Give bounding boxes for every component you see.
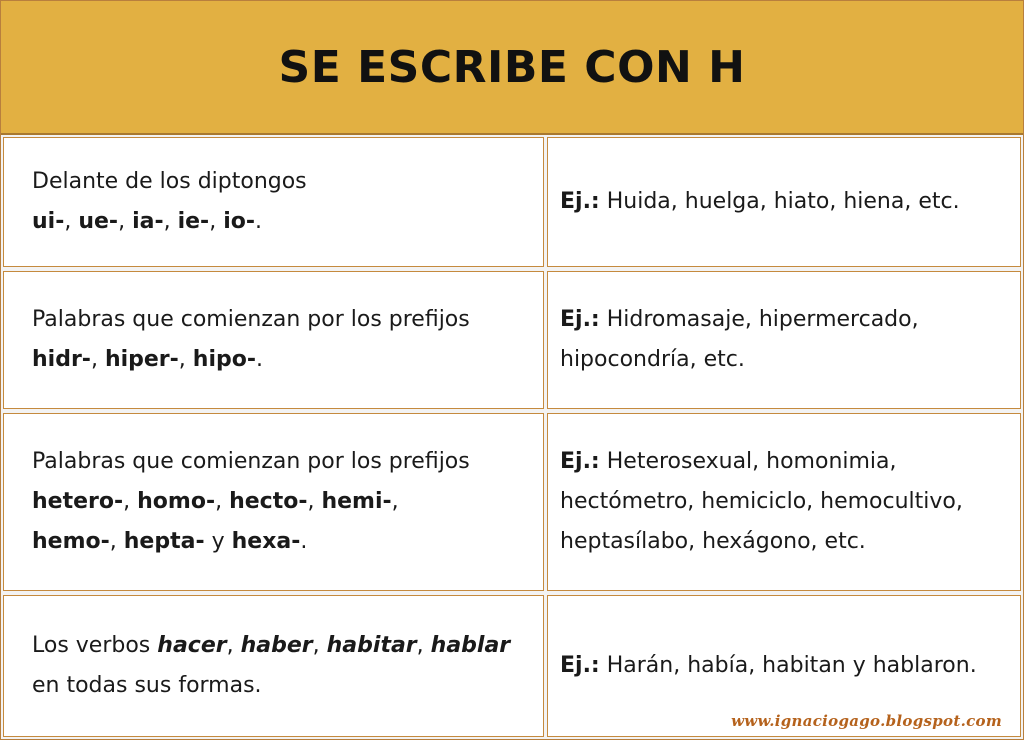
watermark: www.ignaciogago.blogspot.com xyxy=(731,712,1002,730)
rule-cell-diptongos xyxy=(3,137,544,267)
example-cell-prefijos-hetero xyxy=(547,413,1021,591)
example-text: Ej.: Harán, había, habitan y hablaron. xyxy=(560,653,977,678)
rule-cell-verbos xyxy=(3,595,544,737)
page-title: SE ESCRIBE CON H xyxy=(278,41,746,93)
example-text-cont: hectómetro, hemiciclo, hemocultivo, xyxy=(560,489,963,514)
example-text: Ej.: Hidromasaje, hipermercado, xyxy=(560,307,919,332)
rule-cell-prefijos-hetero xyxy=(3,413,544,591)
example-cell-verbos xyxy=(547,595,1021,737)
rule-text-cont: en todas sus formas. xyxy=(32,673,262,698)
rule-bold-list: ui-, ue-, ia-, ie-, io-. xyxy=(32,209,262,234)
rule-cell-prefijos-hidr xyxy=(3,271,544,409)
rule-bold-list: hetero-, homo-, hecto-, hemi-, xyxy=(32,489,399,514)
example-text-cont: heptasílabo, hexágono, etc. xyxy=(560,529,866,554)
rule-text: Los verbos hacer, haber, habitar, hablar xyxy=(32,633,511,658)
example-text: Ej.: Heterosexual, homonimia, xyxy=(560,449,897,474)
rules-table xyxy=(1,135,1023,739)
example-text-cont: hipocondría, etc. xyxy=(560,347,745,372)
rule-bold-list-cont: hemo-, hepta- y hexa-. xyxy=(32,529,308,554)
example-text: Ej.: Huida, huelga, hiato, hiena, etc. xyxy=(560,189,960,214)
example-cell-diptongos xyxy=(547,137,1021,267)
rule-text: Delante de los diptongos xyxy=(32,169,307,194)
header-banner xyxy=(1,1,1023,135)
rule-text: Palabras que comienzan por los prefijos xyxy=(32,307,470,332)
rule-bold-list: hidr-, hiper-, hipo-. xyxy=(32,347,263,372)
rule-text: Palabras que comienzan por los prefijos xyxy=(32,449,470,474)
example-cell-prefijos-hidr xyxy=(547,271,1021,409)
